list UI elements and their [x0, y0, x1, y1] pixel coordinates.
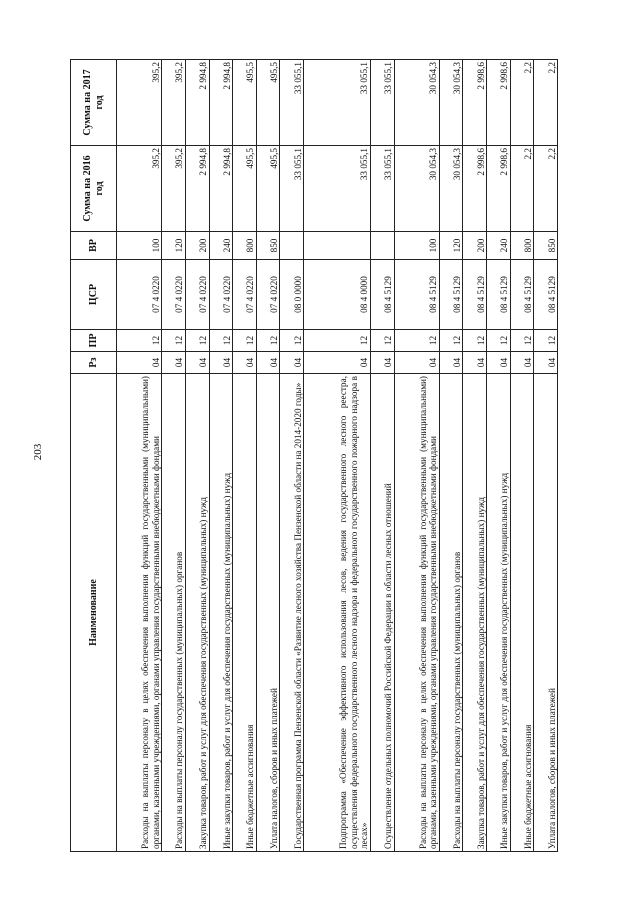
row-rz: 04 — [463, 352, 487, 374]
table-row — [256, 60, 280, 852]
row-rz: 04 — [185, 352, 209, 374]
rotated-page-content — [70, 60, 558, 852]
row-rz: 04 — [256, 352, 280, 374]
row-pr: 12 — [117, 330, 162, 352]
row-csr: 07 4 0220 — [162, 260, 186, 330]
row-name: Подпрограмма «Обеспечение эффективного использования лесов, ведения государственного лесного реестра, осуществления федерального государственного лесного надзора и федерального государственного пожарного надзора в лесах» — [304, 374, 371, 852]
row-sum-2017: 2 994,8 — [209, 60, 233, 146]
row-csr: 07 4 0220 — [233, 260, 257, 330]
row-rz: 04 — [487, 352, 511, 374]
row-sum-2017: 2 994,8 — [185, 60, 209, 146]
header-sum-2016: Сумма на 2016 год — [71, 146, 117, 232]
row-sum-2016: 33 055,1 — [304, 146, 371, 232]
row-sum-2017: 395,2 — [162, 60, 186, 146]
row-vr: 100 — [394, 232, 439, 260]
row-sum-2016: 495,5 — [233, 146, 257, 232]
row-sum-2017: 2,2 — [510, 60, 534, 146]
row-sum-2016: 33 055,1 — [370, 146, 394, 232]
row-csr: 08 0 0000 — [280, 260, 304, 330]
row-csr: 08 4 5129 — [394, 260, 439, 330]
row-csr: 07 4 0220 — [209, 260, 233, 330]
row-vr: 120 — [162, 232, 186, 260]
row-rz: 04 — [280, 352, 304, 374]
row-pr: 12 — [487, 330, 511, 352]
row-vr: 200 — [185, 232, 209, 260]
row-csr: 08 4 5129 — [487, 260, 511, 330]
row-csr: 08 4 5129 — [510, 260, 534, 330]
table-row — [209, 60, 233, 852]
row-pr: 12 — [439, 330, 463, 352]
row-vr: 240 — [487, 232, 511, 260]
row-vr — [304, 232, 371, 260]
row-sum-2016: 2,2 — [510, 146, 534, 232]
table-row — [534, 60, 558, 852]
row-pr: 12 — [370, 330, 394, 352]
row-rz: 04 — [394, 352, 439, 374]
row-sum-2016: 495,5 — [256, 146, 280, 232]
table-header — [71, 60, 117, 852]
table-row — [117, 60, 162, 852]
row-pr: 12 — [233, 330, 257, 352]
row-sum-2017: 30 054,3 — [394, 60, 439, 146]
row-vr: 800 — [233, 232, 257, 260]
table-row — [233, 60, 257, 852]
header-row — [71, 60, 117, 852]
row-vr: 240 — [209, 232, 233, 260]
header-rz: Рз — [71, 352, 117, 374]
row-rz: 04 — [162, 352, 186, 374]
row-pr: 12 — [185, 330, 209, 352]
row-name: Иные закупки товаров, работ и услуг для обеспечения государственных (муниципальных) нужд — [209, 374, 233, 852]
row-sum-2017: 2,2 — [534, 60, 558, 146]
row-sum-2016: 30 054,3 — [439, 146, 463, 232]
row-sum-2016: 2 998,6 — [463, 146, 487, 232]
table-row — [463, 60, 487, 852]
row-csr: 08 4 5129 — [370, 260, 394, 330]
row-vr: 800 — [510, 232, 534, 260]
row-vr: 120 — [439, 232, 463, 260]
row-rz: 04 — [370, 352, 394, 374]
row-name: Закупка товаров, работ и услуг для обеспечения государственных (муниципальных) нужд — [463, 374, 487, 852]
table-row — [439, 60, 463, 852]
row-rz: 04 — [439, 352, 463, 374]
row-csr: 07 4 0220 — [185, 260, 209, 330]
row-csr: 08 4 5129 — [439, 260, 463, 330]
row-sum-2017: 30 054,3 — [439, 60, 463, 146]
table-row — [394, 60, 439, 852]
row-vr: 200 — [463, 232, 487, 260]
row-sum-2017: 2 998,6 — [487, 60, 511, 146]
row-rz: 04 — [510, 352, 534, 374]
table-row — [487, 60, 511, 852]
row-sum-2017: 33 055,1 — [304, 60, 371, 146]
row-sum-2016: 33 055,1 — [280, 146, 304, 232]
row-sum-2016: 395,2 — [162, 146, 186, 232]
budget-table — [70, 59, 558, 852]
row-sum-2017: 2 998,6 — [463, 60, 487, 146]
table-row — [162, 60, 186, 852]
row-name: Расходы на выплаты персоналу государственных (муниципальных) органов — [439, 374, 463, 852]
table-row — [280, 60, 304, 852]
header-pr: ПР — [71, 330, 117, 352]
row-sum-2016: 2,2 — [534, 146, 558, 232]
row-name: Расходы на выплаты персоналу государственных (муниципальных) органов — [162, 374, 186, 852]
row-sum-2016: 30 054,3 — [394, 146, 439, 232]
row-pr: 12 — [394, 330, 439, 352]
row-sum-2017: 33 055,1 — [280, 60, 304, 146]
header-sum-2017: Сумма на 2017 год — [71, 60, 117, 146]
row-name: Иные бюджетные ассигнования — [233, 374, 257, 852]
row-rz: 04 — [209, 352, 233, 374]
row-sum-2017: 33 055,1 — [370, 60, 394, 146]
row-pr: 12 — [510, 330, 534, 352]
row-sum-2016: 2 994,8 — [209, 146, 233, 232]
row-rz: 04 — [534, 352, 558, 374]
row-rz: 04 — [117, 352, 162, 374]
row-vr: 850 — [256, 232, 280, 260]
row-sum-2016: 395,2 — [117, 146, 162, 232]
table-row — [304, 60, 371, 852]
row-sum-2017: 395,2 — [117, 60, 162, 146]
row-pr: 12 — [304, 330, 371, 352]
row-csr: 08 4 5129 — [463, 260, 487, 330]
row-name: Осуществление отдельных полномочий Российской Федерации в области лесных отношений — [370, 374, 394, 852]
page-number: 203 — [32, 443, 44, 461]
row-sum-2016: 2 998,6 — [487, 146, 511, 232]
header-csr: ЦСР — [71, 260, 117, 330]
table-row — [510, 60, 534, 852]
row-name: Иные бюджетные ассигнования — [510, 374, 534, 852]
row-name: Расходы на выплаты персоналу в целях обеспечения выполнения функций государственными (муниципальными) органами, казенными учреждениями, органами управления государственными внебюджетными фондами — [394, 374, 439, 852]
row-pr: 12 — [280, 330, 304, 352]
row-sum-2017: 495,5 — [256, 60, 280, 146]
row-pr: 12 — [256, 330, 280, 352]
row-pr: 12 — [209, 330, 233, 352]
row-vr — [370, 232, 394, 260]
row-name: Государственная программа Пензенской области «Развитие лесного хозяйства Пензенской области на 2014-2020 годы» — [280, 374, 304, 852]
row-sum-2017: 495,5 — [233, 60, 257, 146]
row-name: Закупка товаров, работ и услуг для обеспечения государственных (муниципальных) нужд — [185, 374, 209, 852]
row-pr: 12 — [162, 330, 186, 352]
table-row — [185, 60, 209, 852]
row-sum-2016: 2 994,8 — [185, 146, 209, 232]
row-vr — [280, 232, 304, 260]
table-row — [370, 60, 394, 852]
row-name: Уплата налогов, сборов и иных платежей — [256, 374, 280, 852]
row-csr: 08 4 5129 — [534, 260, 558, 330]
row-csr: 07 4 0220 — [117, 260, 162, 330]
row-vr: 100 — [117, 232, 162, 260]
row-rz: 04 — [304, 352, 371, 374]
header-name: Наименование — [71, 374, 117, 852]
row-pr: 12 — [534, 330, 558, 352]
table-body — [117, 60, 558, 852]
row-csr: 07 4 0220 — [256, 260, 280, 330]
row-name: Иные закупки товаров, работ и услуг для обеспечения государственных (муниципальных) нужд — [487, 374, 511, 852]
row-pr: 12 — [463, 330, 487, 352]
row-name: Расходы на выплаты персоналу в целях обеспечения выполнения функций государственными (муниципальными) органами, казенными учреждениями, органами управления государственными внебюджетными фондами — [117, 374, 162, 852]
row-rz: 04 — [233, 352, 257, 374]
header-vr: ВР — [71, 232, 117, 260]
row-name: Уплата налогов, сборов и иных платежей — [534, 374, 558, 852]
row-vr: 850 — [534, 232, 558, 260]
row-csr: 08 4 0000 — [304, 260, 371, 330]
